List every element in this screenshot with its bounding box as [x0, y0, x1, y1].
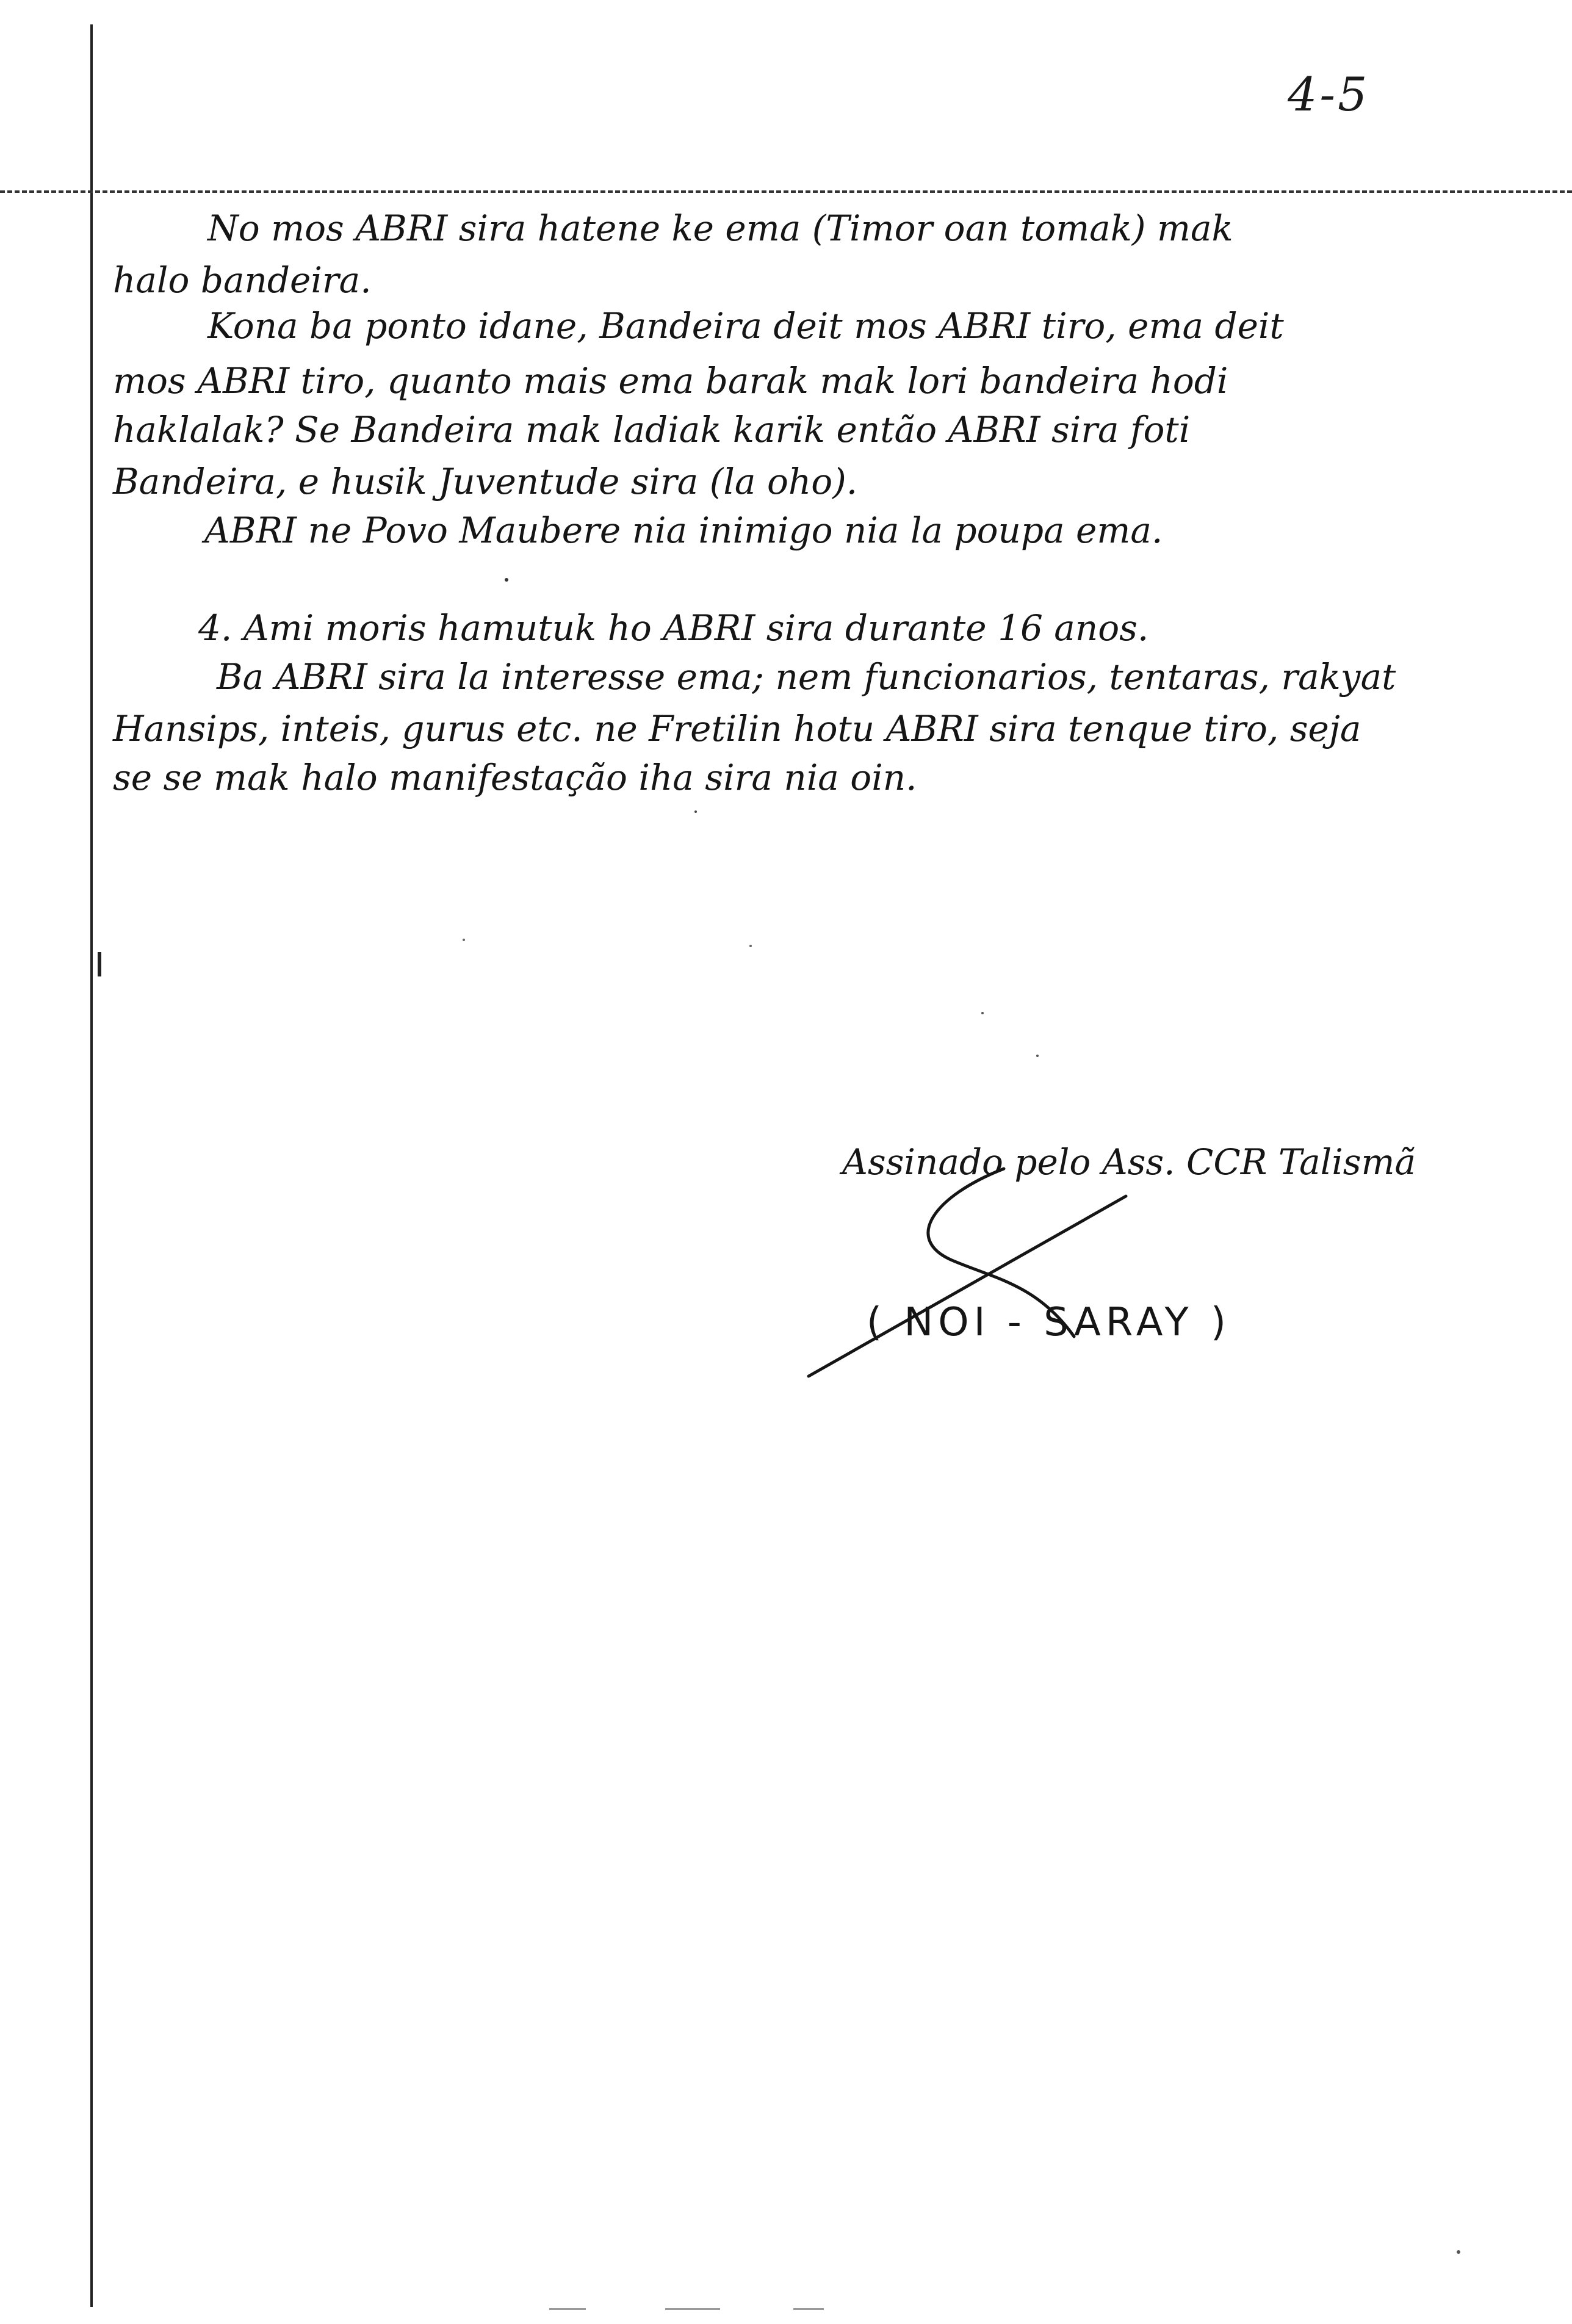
body-line-10: Hansips, inteis, gurus etc. ne Fretilin hotu ABRI sira tenque tiro, seja: [113, 708, 1361, 749]
body-line-5: haklalak? Se Bandeira mak ladiak karik então ABRI sira foti: [113, 409, 1191, 450]
body-line-1: No mos ABRI sira hatene ke ema (Timor oan tomak) mak: [207, 208, 1233, 249]
body-line-4: mos ABRI tiro, quanto mais ema barak mak lori bandeira hodi: [113, 360, 1228, 402]
body-line-7: ABRI ne Povo Maubere nia inimigo nia la poupa ema.: [204, 510, 1163, 551]
body-line-11: se se mak halo manifestação iha sira nia oin.: [113, 757, 917, 798]
body-line-3: Kona ba ponto idane, Bandeira deit mos ABRI tiro, ema deit: [207, 305, 1284, 347]
body-line-6: Bandeira, e husik Juventude sira (la oho).: [113, 461, 858, 502]
body-line-9: Ba ABRI sira la interesse ema; nem funcionarios, tentaras, rakyat: [217, 656, 1396, 698]
signature-caption: Assinado pelo Ass. CCR Talismã: [842, 1141, 1416, 1183]
page-number: 4-5: [1288, 67, 1370, 121]
body-line-8: 4. Ami moris hamutuk ho ABRI sira durante 16 anos.: [198, 607, 1149, 649]
signature-name: ( NOI - SARAY ): [867, 1300, 1231, 1345]
body-line-2: halo bandeira.: [113, 259, 372, 301]
